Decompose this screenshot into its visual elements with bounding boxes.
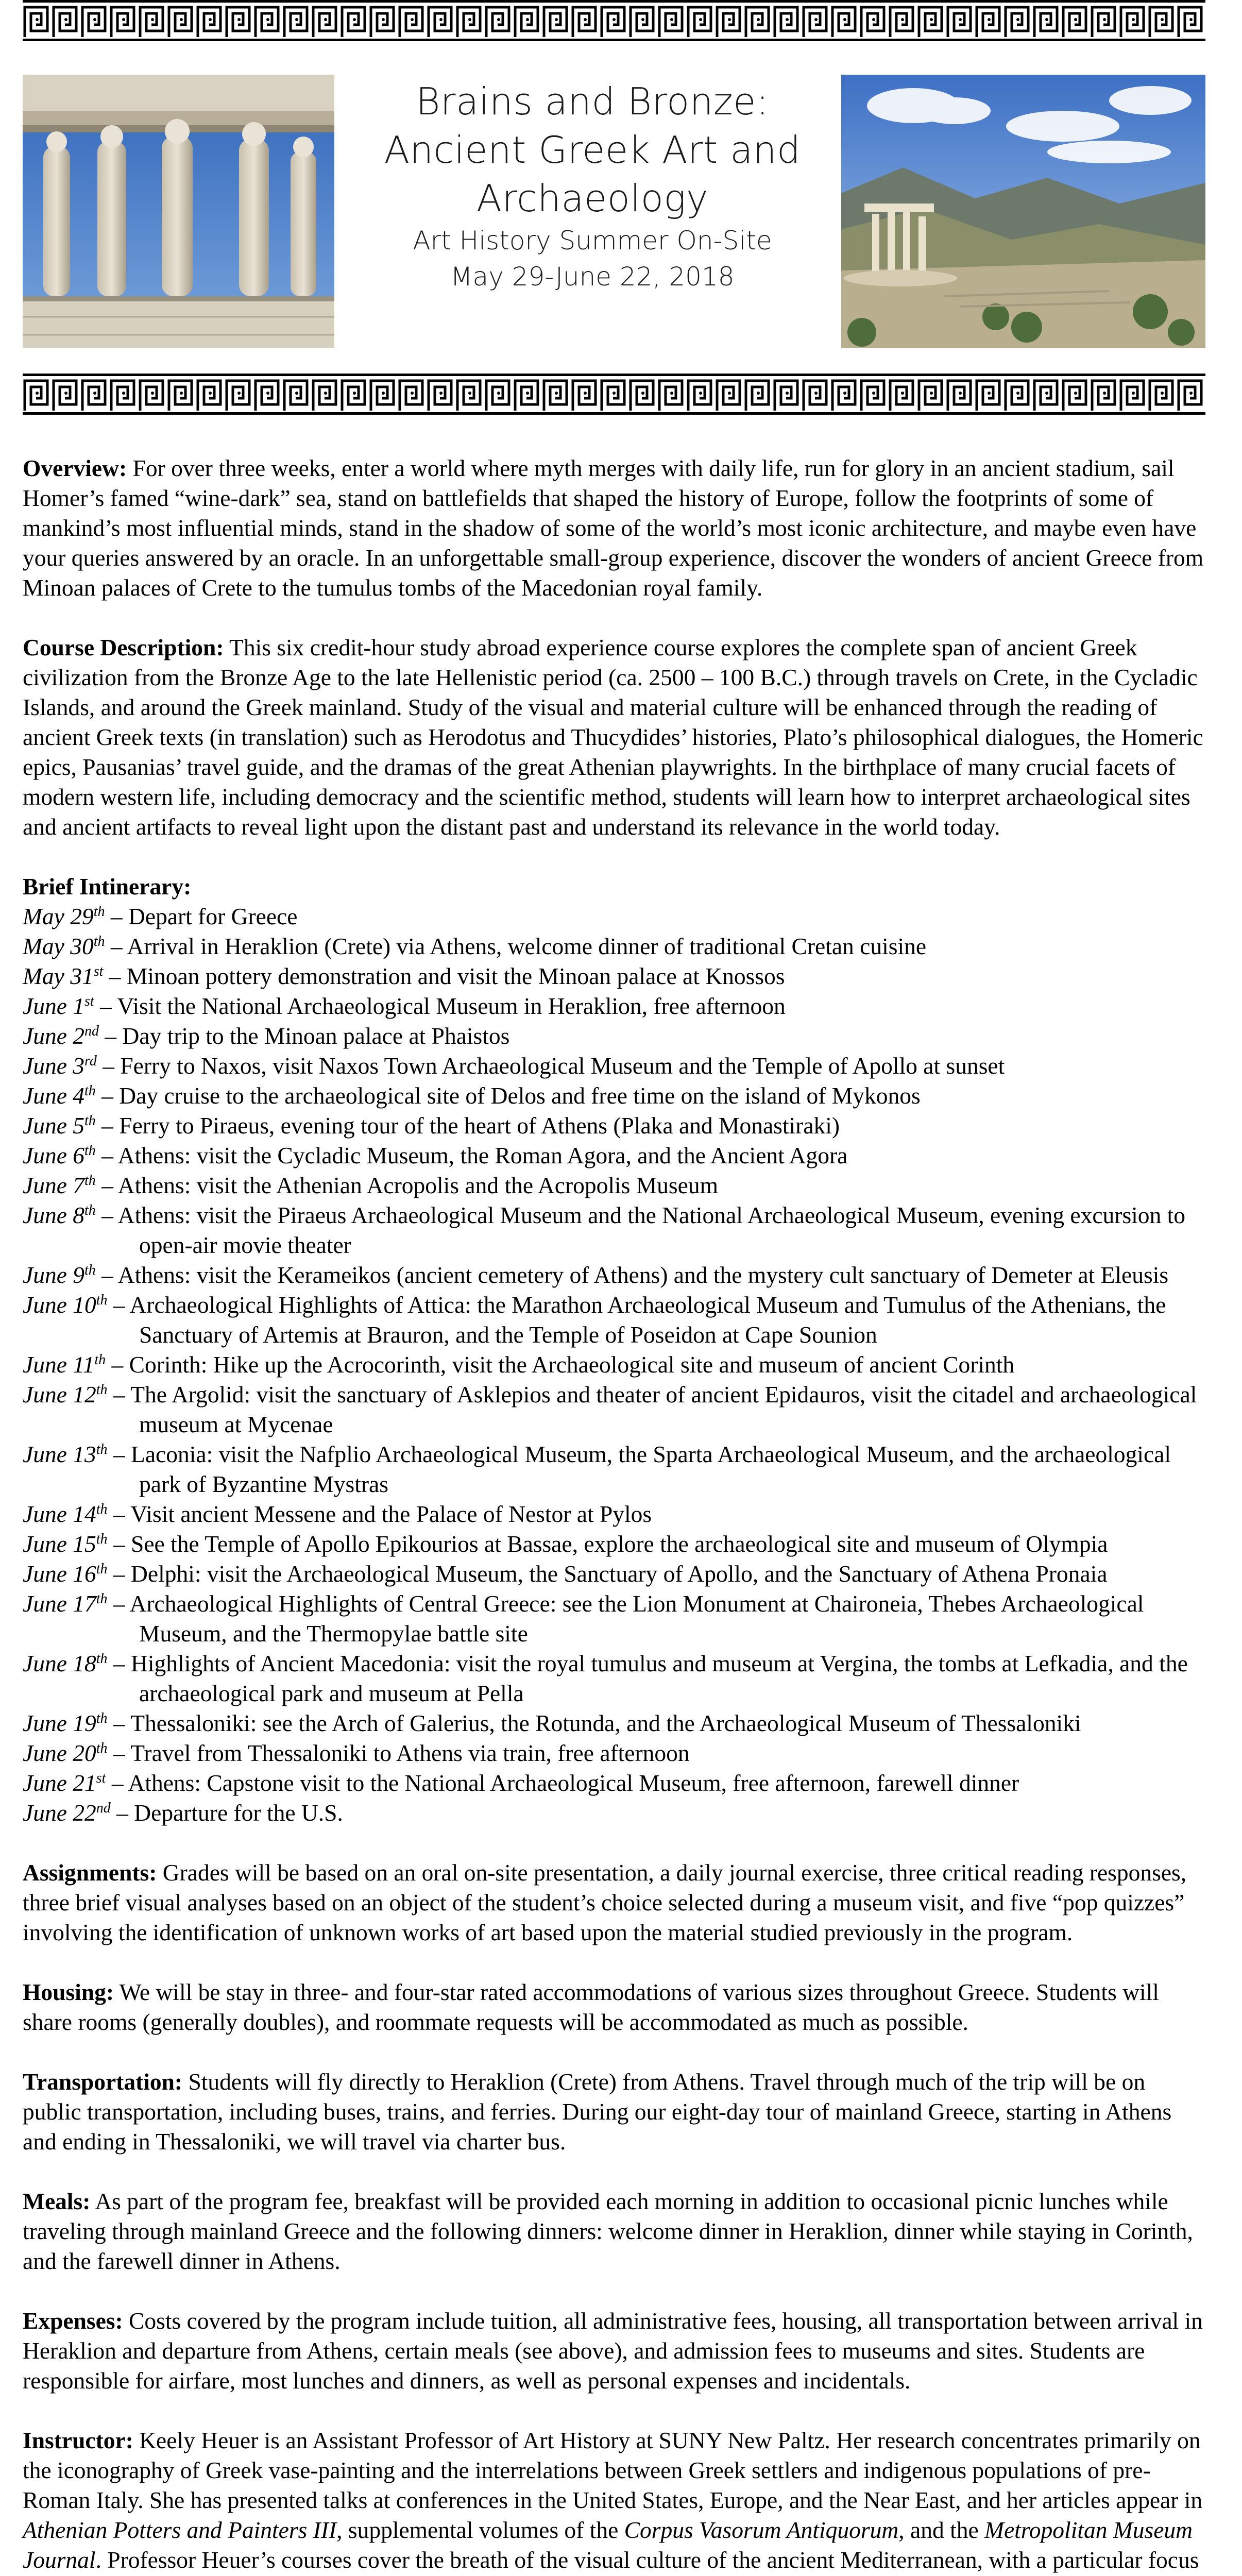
itinerary-item [23,1260,1207,1290]
itinerary-text: – Ferry to Naxos, visit Naxos Town Archaeological Museum and the Temple of Apollo at sunset [96,1053,1005,1079]
itinerary-date: June 15th [23,1531,108,1557]
housing-paragraph [23,1977,1207,2037]
itinerary-item [23,1559,1207,1589]
transportation-label: Transportation: [23,2069,183,2095]
itinerary-date: June 7th [23,1172,96,1198]
itinerary-section [23,872,1207,1828]
instructor-text-1: Keely Heuer is an Assistant Professor of Art History at SUNY New Paltz. Her research concentrates primarily on the iconography of Greek vase-painting and the interrelations between Greek settlers and indigenous populations of pre-Roman Italy. She has presented talks at conferences in the United States, Europe, and the Near East, and her articles appear in [23,2427,1203,2513]
course-description-paragraph [23,633,1207,842]
itinerary-item [23,1051,1207,1081]
housing-label: Housing: [23,1979,114,2005]
itinerary-item [23,931,1207,961]
instructor-text-4: . Professor Heuer’s courses cover the breath of the visual culture of the ancient Mediterranean, with a particular focus [95,2547,1199,2573]
itinerary-item [23,1708,1207,1738]
itinerary-date: June 16th [23,1561,108,1587]
itinerary-item [23,1589,1207,1649]
itinerary-text: – Highlights of Ancient Macedonia: visit the royal tumulus and museum at Vergina, the tombs at Lefkadia, and the archaeological park and museum at Pella [107,1650,1188,1706]
itinerary-date: June 11th [23,1351,106,1378]
itinerary-text: – Athens: visit the Athenian Acropolis and the Acropolis Museum [95,1172,718,1198]
caryatid-image [23,75,334,348]
housing-text: We will be stay in three- and four-star rated accommodations of various sizes throughout Greece. Students will share rooms (generally doubles), and roommate requests will be accommodated as much as possible. [23,1979,1159,2035]
itinerary-date: June 9th [23,1262,96,1288]
itinerary-date: June 4th [23,1082,96,1109]
program-title-block [355,77,829,295]
itinerary-text: – Athens: Capstone visit to the National Archaeological Museum, free afternoon, farewell dinner [106,1770,1019,1796]
itinerary-item [23,1290,1207,1350]
title-line-2: Ancient Greek Art and [384,128,801,172]
itinerary-item [23,991,1207,1021]
itinerary-date: June 17th [23,1590,108,1617]
itinerary-text: – Visit ancient Messene and the Palace of Nestor at Pylos [107,1501,652,1527]
caryatid-photo [23,75,334,348]
greek-key-border-bottom [23,374,1205,415]
delphi-image [841,75,1205,348]
course-description-label: Course Description: [23,634,224,660]
itinerary-title: Brief Intinerary: [23,873,192,900]
itinerary-text: – The Argolid: visit the sanctuary of Asklepios and theater of ancient Epidauros, visit the citadel and archaeological museum at Mycenae [107,1381,1197,1437]
itinerary-item [23,1081,1207,1111]
itinerary-item [23,1200,1207,1260]
itinerary-text: – Day trip to the Minoan palace at Phaistos [99,1023,510,1049]
itinerary-text: – Minoan pottery demonstration and visit the Minoan palace at Knossos [103,963,785,989]
itinerary-text: – Ferry to Piraeus, evening tour of the heart of Athens (Plaka and Monastiraki) [95,1112,840,1139]
itinerary-text: – Corinth: Hike up the Acrocorinth, visit the Archaeological site and museum of ancient Corinth [106,1351,1015,1378]
itinerary-text: – Archaeological Highlights of Attica: the Marathon Archaeological Museum and Tumulus of the Athenians, the Sanctuary of Artemis at Brauron, and the Temple of Poseidon at Cape Sounion [107,1292,1166,1348]
itinerary-date: June 1st [23,993,94,1019]
itinerary-date: June 21st [23,1770,106,1796]
delphi-photo [841,75,1205,348]
assignments-label: Assignments: [23,1859,157,1886]
itinerary-item [23,961,1207,991]
instructor-text-2: , supplemental volumes of the [336,2517,624,2543]
itinerary-text: – Thessaloniki: see the Arch of Galerius, the Rotunda, and the Archaeological Museum of Thessaloniki [107,1710,1081,1736]
itinerary-item [23,1768,1207,1798]
itinerary-item [23,1171,1207,1200]
greek-key-border-top [23,0,1205,41]
itinerary-item [23,1529,1207,1559]
itinerary-text: – Delphi: visit the Archaeological Museum, the Sanctuary of Apollo, and the Sanctuary of Athena Pronaia [107,1561,1108,1587]
itinerary-text: – Laconia: visit the Nafplio Archaeological Museum, the Sparta Archaeological Museum, and the archaeological park of Byzantine Mystras [107,1441,1171,1497]
itinerary-date: June 2nd [23,1023,99,1049]
assignments-paragraph [23,1858,1207,1947]
itinerary-text: – Departure for the U.S. [110,1800,343,1826]
itinerary-text: – Day cruise to the archaeological site of Delos and free time on the island of Mykonos [95,1082,921,1109]
instructor-publication-1: Athenian Potters and Painters III [23,2517,337,2543]
title-line-3: Archaeology [476,177,709,220]
itinerary-item [23,1738,1207,1768]
overview-paragraph [23,453,1207,603]
document-body [23,453,1207,2576]
transportation-paragraph [23,2067,1207,2157]
meals-paragraph [23,2187,1207,2276]
instructor-paragraph [23,2426,1207,2576]
itinerary-item [23,1350,1207,1380]
itinerary-item [23,1141,1207,1171]
overview-text: For over three weeks, enter a world where myth merges with daily life, run for glory in an ancient stadium, sail Homer’s famed “wine-dark” sea, stand on battlefields that shaped the history of Europe, follow the footprints of some of mankind’s most influential minds, stand in the shadow of some of the world’s most iconic architecture, and maybe even have your queries answered by an oracle. In an unforgettable small-group experience, discover the wonders of ancient Greece from Minoan palaces of Crete to the tumulus tombs of the Macedonian royal family. [23,455,1204,601]
itinerary-date: June 6th [23,1142,96,1168]
itinerary-date: June 19th [23,1710,108,1736]
itinerary-date: June 10th [23,1292,108,1318]
itinerary-item [23,1649,1207,1708]
itinerary-date: June 5th [23,1112,96,1139]
itinerary-item [23,1798,1207,1828]
course-description-text: This six credit-hour study abroad experience course explores the complete span of ancient Greek civilization from the Bronze Age to the late Hellenistic period (ca. 2500 – 100 B.C.) through travels on Crete, in the Cycladic Islands, and around the Greek mainland. Study of the visual and material culture will be enhanced through the reading of ancient Greek texts (in translation) such as Herodotus and Thucydides’ histories, Plato’s philosophical dialogues, the Homeric epics, Pausanias’ travel guide, and the dramas of the great Athenian playwrights. In the birthplace of many crucial facets of modern western life, including democracy and the scientific method, students will learn how to interpret archaeological sites and ancient artifacts to reveal light upon the distant past and understand its relevance in the world today. [23,634,1203,840]
itinerary-date: June 13th [23,1441,108,1467]
itinerary-text: – Athens: visit the Kerameikos (ancient cemetery of Athens) and the mystery cult sanctuary of Demeter at Eleusis [95,1262,1169,1288]
itinerary-item [23,902,1207,931]
itinerary-date: June 8th [23,1202,96,1228]
instructor-publication-2: Corpus Vasorum Antiquorum [624,2517,899,2543]
program-dates: May 29-June 22, 2018 [450,262,735,292]
itinerary-item [23,1380,1207,1439]
title-line-1: Brains and Bronze: [416,80,769,123]
expenses-label: Expenses: [23,2308,123,2334]
itinerary-date: June 14th [23,1501,108,1527]
instructor-publication-3: Metropolitan Museum Journal [23,2517,1193,2573]
itinerary-text: – Athens: visit the Cycladic Museum, the Roman Agora, and the Ancient Agora [95,1142,848,1168]
itinerary-text: – See the Temple of Apollo Epikourios at Bassae, explore the archaeological site and museum of Olympia [107,1531,1108,1557]
expenses-paragraph [23,2306,1207,2396]
itinerary-date: June 3rd [23,1053,97,1079]
itinerary-list [23,902,1207,1828]
expenses-text: Costs covered by the program include tuition, all administrative fees, housing, all transportation between arrival in Heraklion and departure from Athens, certain meals (see above), and admission fees to museums and sites. Students are responsible for airfare, most lunches and dinners, as well as personal expenses and incidentals. [23,2308,1203,2394]
itinerary-date: June 20th [23,1740,108,1766]
instructor-label: Instructor: [23,2427,133,2453]
itinerary-date: May 31st [23,963,104,989]
assignments-text: Grades will be based on an oral on-site presentation, a daily journal exercise, three critical reading responses, three brief visual analyses based on an object of the student’s choice selected during a museum visit, and five “pop quizzes” involving the identification of unknown works of art based upon the material studied previously in the program. [23,1859,1187,1945]
itinerary-text: – Arrival in Heraklion (Crete) via Athens, welcome dinner of traditional Cretan cuisine [105,933,927,959]
itinerary-date: June 18th [23,1650,108,1676]
itinerary-text: – Travel from Thessaloniki to Athens via train, free afternoon [107,1740,690,1766]
itinerary-text: – Visit the National Archaeological Museum in Heraklion, free afternoon [94,993,786,1019]
program-subtitle: Art History Summer On-Site [413,226,772,256]
itinerary-item [23,1439,1207,1499]
itinerary-date: May 29th [23,903,105,929]
itinerary-text: – Athens: visit the Piraeus Archaeological Museum and the National Archaeological Museum, evening excursion to open-air movie theater [95,1202,1186,1258]
transportation-text: Students will fly directly to Heraklion (Crete) from Athens. Travel through much of the trip will be on public transportation, including buses, trains, and ferries. During our eight-day tour of mainland Greece, starting in Athens and ending in Thessaloniki, we will travel via charter bus. [23,2069,1172,2155]
meals-text: As part of the program fee, breakfast will be provided each morning in addition to occasional picnic lunches while traveling through mainland Greece and the following dinners: welcome dinner in Heraklion, dinner while staying in Corinth, and the farewell dinner in Athens. [23,2188,1193,2274]
itinerary-date: May 30th [23,933,105,959]
itinerary-text: – Depart for Greece [105,903,298,929]
itinerary-item [23,1021,1207,1051]
itinerary-item [23,1111,1207,1141]
itinerary-date: June 12th [23,1381,108,1408]
itinerary-text: – Archaeological Highlights of Central Greece: see the Lion Monument at Chaironeia, Thebes Archaeological Museum, and the Thermopylae battle site [107,1590,1144,1647]
meals-label: Meals: [23,2188,91,2214]
instructor-text-3: , and the [898,2517,985,2543]
itinerary-item [23,1499,1207,1529]
itinerary-date: June 22nd [23,1800,111,1826]
overview-label: Overview: [23,455,127,481]
